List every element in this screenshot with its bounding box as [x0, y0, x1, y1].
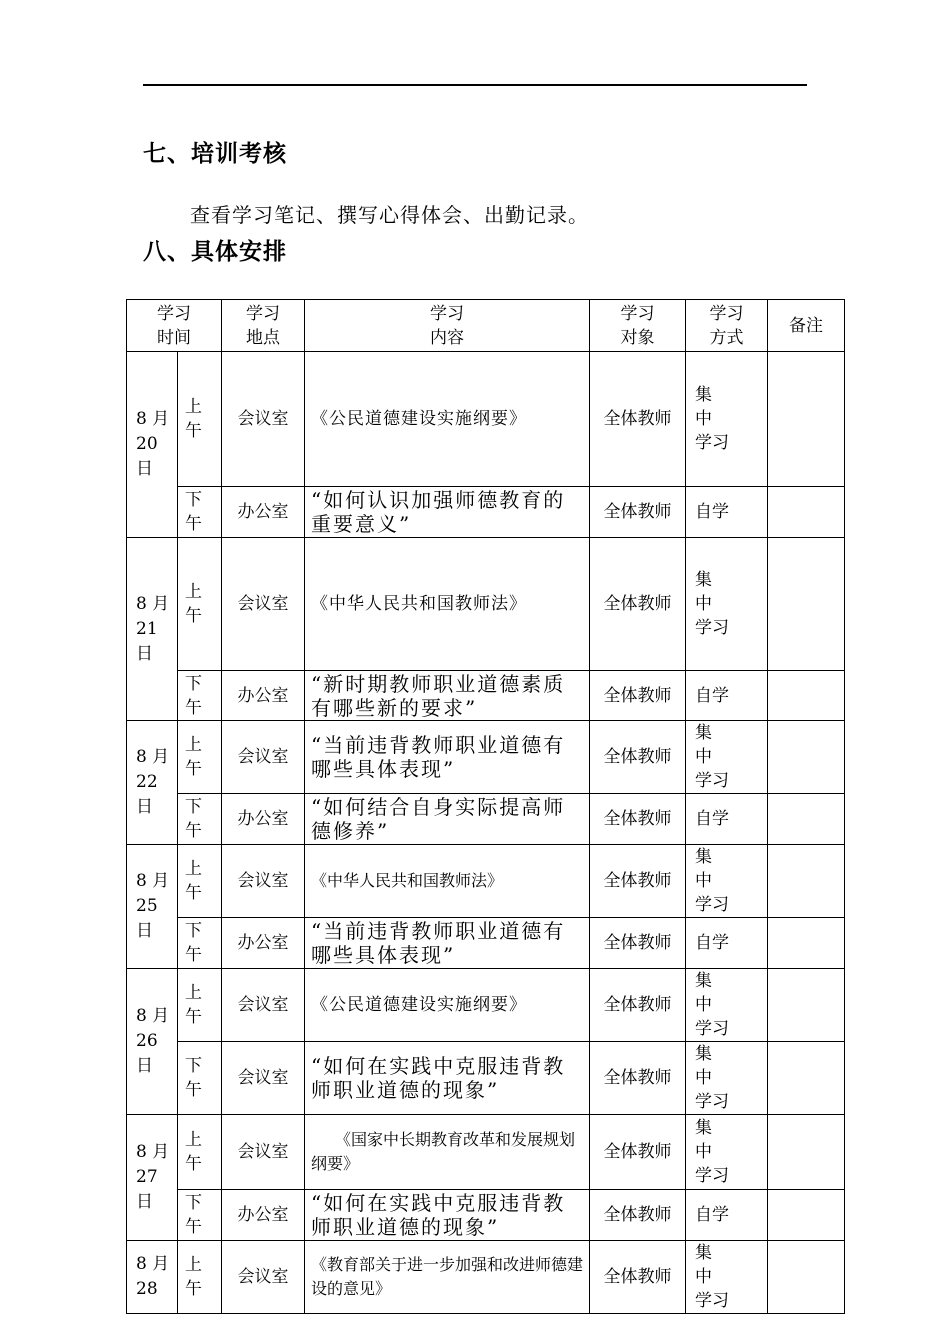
place-cell: 会议室 — [222, 1042, 305, 1115]
half-day-line: 下 — [185, 490, 202, 510]
method-line: 集 中 — [695, 385, 767, 429]
place-cell: 会议室 — [222, 352, 305, 487]
half-day-line: 下 — [185, 1193, 202, 1213]
target-cell: 全体教师 — [590, 721, 686, 794]
table-row — [127, 721, 845, 794]
header-time — [127, 300, 222, 352]
remark-cell — [768, 1042, 845, 1115]
half-day-line: 上 — [185, 1255, 202, 1275]
date-line: 8 月 — [136, 409, 170, 429]
method-line: 学习 — [695, 895, 729, 915]
content-cell: “如何在实践中克服违背教师职业道德的现象” — [305, 1190, 590, 1241]
header-place-line1: 学习 — [246, 303, 280, 324]
date-line: 22 — [136, 772, 158, 792]
schedule-table — [126, 299, 845, 1314]
date-line: 日 — [136, 459, 153, 479]
half-day-line: 下 — [185, 1056, 202, 1076]
method-cell — [686, 1241, 768, 1314]
place-cell: 会议室 — [222, 845, 305, 918]
date-cell — [127, 352, 178, 538]
content-cell: 《公民道德建设实施纲要》 — [305, 352, 590, 487]
section-7-title: 七、培训考核 — [143, 141, 287, 167]
header-content — [305, 300, 590, 352]
header-method-line2: 方式 — [709, 327, 744, 348]
target-cell: 全体教师 — [590, 1115, 686, 1190]
header-target-line1: 学习 — [620, 303, 655, 324]
header-row — [127, 300, 845, 352]
date-line: 26 — [136, 1031, 158, 1051]
method-line: 自学 — [695, 685, 729, 706]
date-line: 日 — [136, 1192, 153, 1212]
section-7-text: 查看学习笔记、撰写心得体会、出勤记录。 — [190, 203, 589, 227]
method-line: 学习 — [695, 1291, 729, 1311]
half-day-line: 午 — [185, 514, 202, 534]
method-line: 集 中 — [695, 723, 767, 767]
table-row — [127, 538, 845, 671]
table-row — [127, 794, 845, 845]
header-content-line2: 内容 — [430, 327, 464, 348]
method-cell — [686, 1190, 768, 1241]
method-cell — [686, 1042, 768, 1115]
place-cell: 办公室 — [222, 918, 305, 969]
method-cell — [686, 352, 768, 487]
method-line: 自学 — [695, 502, 729, 522]
place-cell: 会议室 — [222, 969, 305, 1042]
date-line: 20 — [136, 434, 158, 454]
date-cell — [127, 721, 178, 845]
date-line: 日 — [136, 797, 153, 817]
place-cell: 会议室 — [222, 538, 305, 671]
method-cell — [686, 487, 768, 538]
date-line: 日 — [136, 921, 153, 941]
header-time-line1: 学习 — [157, 303, 191, 324]
method-cell — [686, 845, 768, 918]
method-line: 集 中 — [695, 1118, 767, 1162]
half-day-cell — [178, 671, 222, 721]
method-line: 学习 — [695, 771, 729, 791]
content-cell: 《国家中长期教育改革和发展规划纲要》 — [305, 1115, 590, 1190]
method-line: 自学 — [695, 1205, 729, 1225]
header-place-line2: 地点 — [246, 327, 280, 348]
method-line: 学习 — [695, 1019, 729, 1039]
half-day-line: 午 — [185, 421, 202, 441]
header-target — [590, 300, 686, 352]
place-cell: 会议室 — [222, 1115, 305, 1190]
half-day-cell — [178, 1115, 222, 1190]
table-row — [127, 1115, 845, 1190]
method-line: 学习 — [695, 1092, 729, 1112]
date-line: 日 — [136, 1056, 153, 1076]
date-cell — [127, 538, 178, 721]
method-line: 自学 — [695, 933, 729, 953]
content-cell: 《教育部关于进一步加强和改进师德建设的意见》 — [305, 1241, 590, 1314]
header-place — [222, 300, 305, 352]
header-rule — [143, 84, 807, 86]
content-cell: 《中华人民共和国教师法》 — [305, 538, 590, 671]
remark-cell — [768, 1241, 845, 1314]
half-day-line: 午 — [185, 697, 202, 718]
half-day-line: 午 — [185, 606, 202, 626]
method-cell — [686, 794, 768, 845]
place-cell: 会议室 — [222, 721, 305, 794]
half-day-cell — [178, 1042, 222, 1115]
date-line: 日 — [136, 643, 153, 664]
header-method — [686, 300, 768, 352]
content-cell: “新时期教师职业道德素质有哪些新的要求” — [305, 671, 590, 721]
remark-cell — [768, 487, 845, 538]
method-cell — [686, 1115, 768, 1190]
date-cell — [127, 969, 178, 1115]
half-day-line: 上 — [185, 859, 202, 879]
header-method-line1: 学习 — [709, 303, 744, 324]
table-row — [127, 845, 845, 918]
method-cell — [686, 969, 768, 1042]
table-row — [127, 352, 845, 487]
target-cell: 全体教师 — [590, 1241, 686, 1314]
remark-cell — [768, 794, 845, 845]
place-cell: 办公室 — [222, 671, 305, 721]
half-day-cell — [178, 918, 222, 969]
target-cell: 全体教师 — [590, 1190, 686, 1241]
half-day-line: 午 — [185, 821, 202, 841]
method-line: 学习 — [695, 433, 729, 453]
content-cell: “如何在实践中克服违背教师职业道德的现象” — [305, 1042, 590, 1115]
table-row — [127, 969, 845, 1042]
content-cell: “如何认识加强师德教育的重要意义” — [305, 487, 590, 538]
table-row — [127, 1241, 845, 1314]
half-day-cell — [178, 538, 222, 671]
date-cell — [127, 1241, 178, 1314]
half-day-line: 上 — [185, 582, 202, 602]
method-line: 集 中 — [695, 1044, 767, 1088]
target-cell: 全体教师 — [590, 1042, 686, 1115]
half-day-line: 上 — [185, 983, 202, 1003]
method-line: 学习 — [695, 1166, 729, 1186]
target-cell: 全体教师 — [590, 918, 686, 969]
half-day-cell — [178, 1241, 222, 1314]
content-cell: “如何结合自身实际提高师德修养” — [305, 794, 590, 845]
date-cell — [127, 1115, 178, 1241]
half-day-line: 午 — [185, 1154, 202, 1174]
half-day-cell — [178, 794, 222, 845]
target-cell: 全体教师 — [590, 671, 686, 721]
half-day-line: 午 — [185, 1217, 202, 1237]
header-target-line2: 对象 — [620, 327, 655, 348]
place-cell: 办公室 — [222, 794, 305, 845]
header-time-line2: 时间 — [157, 327, 191, 348]
method-cell — [686, 671, 768, 721]
half-day-cell — [178, 969, 222, 1042]
date-line: 21 — [136, 618, 158, 639]
section-8-title: 八、具体安排 — [143, 239, 287, 265]
date-line: 8 月 — [136, 1006, 170, 1026]
date-line: 27 — [136, 1167, 158, 1187]
method-line: 自学 — [695, 809, 729, 829]
target-cell: 全体教师 — [590, 538, 686, 671]
date-line: 8 月 — [136, 1142, 170, 1162]
place-cell: 办公室 — [222, 487, 305, 538]
header-content-line1: 学习 — [430, 303, 464, 324]
remark-cell — [768, 1190, 845, 1241]
table-row — [127, 918, 845, 969]
target-cell: 全体教师 — [590, 352, 686, 487]
header-remark: 备注 — [768, 300, 845, 352]
target-cell: 全体教师 — [590, 487, 686, 538]
content-cell: 《中华人民共和国教师法》 — [305, 845, 590, 918]
date-cell — [127, 845, 178, 969]
date-line: 8 月 — [136, 1254, 170, 1274]
table-row — [127, 1190, 845, 1241]
remark-cell — [768, 538, 845, 671]
remark-cell — [768, 671, 845, 721]
target-cell: 全体教师 — [590, 969, 686, 1042]
method-line: 集 中 — [695, 847, 767, 891]
content-cell: “当前违背教师职业道德有哪些具体表现” — [305, 918, 590, 969]
method-cell — [686, 721, 768, 794]
half-day-line: 午 — [185, 883, 202, 903]
table-row — [127, 487, 845, 538]
method-line: 集 中 — [695, 570, 767, 614]
content-cell: 《公民道德建设实施纲要》 — [305, 969, 590, 1042]
method-line: 集 中 — [695, 1243, 767, 1287]
target-cell: 全体教师 — [590, 794, 686, 845]
remark-cell — [768, 969, 845, 1042]
date-line: 8 月 — [136, 871, 170, 891]
half-day-line: 下 — [185, 673, 202, 694]
table-row — [127, 671, 845, 721]
half-day-line: 下 — [185, 797, 202, 817]
remark-cell — [768, 918, 845, 969]
place-cell: 会议室 — [222, 1241, 305, 1314]
half-day-line: 午 — [185, 1007, 202, 1027]
remark-cell — [768, 721, 845, 794]
date-line: 8 月 — [136, 593, 170, 614]
date-line: 28 — [136, 1279, 158, 1299]
half-day-cell — [178, 352, 222, 487]
half-day-line: 上 — [185, 1130, 202, 1150]
half-day-line: 上 — [185, 397, 202, 417]
remark-cell — [768, 1115, 845, 1190]
target-cell: 全体教师 — [590, 845, 686, 918]
remark-cell — [768, 352, 845, 487]
date-line: 8 月 — [136, 747, 170, 767]
method-line: 集 中 — [695, 971, 767, 1015]
half-day-line: 午 — [185, 1080, 202, 1100]
method-line: 学习 — [695, 618, 729, 638]
method-cell — [686, 538, 768, 671]
half-day-line: 午 — [185, 1279, 202, 1299]
half-day-cell — [178, 845, 222, 918]
half-day-line: 午 — [185, 759, 202, 779]
content-cell: “当前违背教师职业道德有哪些具体表现” — [305, 721, 590, 794]
half-day-cell — [178, 721, 222, 794]
place-cell: 办公室 — [222, 1190, 305, 1241]
half-day-line: 午 — [185, 945, 202, 965]
table-row — [127, 1042, 845, 1115]
date-line: 25 — [136, 896, 158, 916]
remark-cell — [768, 845, 845, 918]
method-cell — [686, 918, 768, 969]
half-day-cell — [178, 1190, 222, 1241]
half-day-cell — [178, 487, 222, 538]
half-day-line: 下 — [185, 921, 202, 941]
half-day-line: 上 — [185, 735, 202, 755]
